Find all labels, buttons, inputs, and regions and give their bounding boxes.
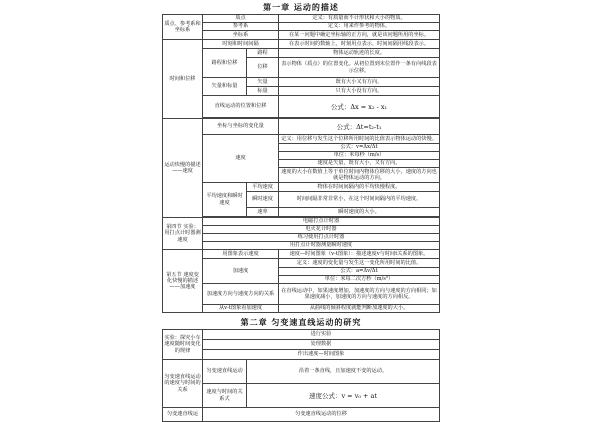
table-row bbox=[163, 31, 440, 40]
table-row bbox=[163, 119, 440, 135]
row-value: 时间间隔非常非常小，在这个时间间隔内的平均速度。 bbox=[279, 192, 440, 208]
row-value: 既有大小又有方向。 bbox=[279, 78, 440, 87]
table-row bbox=[163, 135, 440, 144]
table-row bbox=[163, 259, 440, 268]
section-label: 实验：探究小车速度随时间变化的规律 bbox=[163, 330, 203, 360]
row-value: 单位：米每二次方秒（m/s²） bbox=[279, 276, 440, 284]
row-key: 从v-t图象看加速度 bbox=[203, 305, 279, 313]
row-value: 公式：v=Δx/Δt bbox=[279, 144, 440, 152]
row-key: 标量 bbox=[247, 87, 279, 96]
row-value: 处理数据 bbox=[203, 340, 440, 350]
table-row bbox=[163, 23, 440, 31]
table-row bbox=[163, 305, 440, 313]
group-label: 路程和位移 bbox=[203, 49, 247, 78]
chapter2-title: 第二章 匀变速直线运动的研究 bbox=[240, 317, 362, 327]
formula: 速度公式：v = v₀ + at bbox=[247, 384, 440, 408]
row-key: 加速度 bbox=[203, 259, 279, 284]
table-row bbox=[163, 340, 440, 350]
row-value: 定义：用位移与发生这个位移所用时间的比值表示物体运动的快慢。 bbox=[279, 135, 440, 144]
section-label: 质点、参考系和坐标系 bbox=[163, 15, 203, 40]
table-row bbox=[163, 384, 440, 408]
row-value: 速度的大小在数值上等于单位时间内物体位移的大小，速度的方向也就是物体运动的方向。 bbox=[279, 168, 440, 183]
table-row bbox=[163, 284, 440, 305]
row-value: 从曲线的倾斜程度就能判断加速度的大小。 bbox=[279, 305, 440, 313]
section-label: 第五节 速度变化快慢的描述——加速度 bbox=[163, 250, 203, 313]
row-key: 用图象表示速度 bbox=[203, 250, 279, 259]
row-value: 进行实验 bbox=[203, 330, 440, 340]
row-key: 直线运动的位置和位移 bbox=[203, 96, 279, 118]
row-key: 速率 bbox=[247, 208, 279, 217]
row-value: 表示物体（质点）的位置变化。从初位置到末位置作一条有向线段表示位移。 bbox=[279, 58, 440, 78]
row-key: 坐标系 bbox=[203, 31, 279, 40]
row-value: 电火花计时器 bbox=[203, 226, 440, 234]
row-value: 电磁打点计时器 bbox=[203, 218, 440, 226]
row-key: 矢量 bbox=[247, 78, 279, 87]
section-label: 第四节 实验：用打点计时器测速度 bbox=[163, 218, 203, 250]
section-label: 匀变速直线运 bbox=[163, 408, 203, 422]
row-value: 匀变速直线运动的位移 bbox=[203, 408, 440, 422]
row-key: 路程 bbox=[247, 49, 279, 58]
table-row bbox=[163, 360, 440, 384]
row-key: 质点 bbox=[203, 15, 279, 23]
table-row bbox=[163, 234, 440, 242]
row-value: 瞬时速度的大小。 bbox=[279, 208, 440, 217]
row-key: 速度 bbox=[203, 135, 279, 183]
formula: 公式：Δx = x₂ - x₁ bbox=[279, 96, 440, 118]
table-row bbox=[163, 330, 440, 340]
row-value: 沿着一条直线，且加速度不变的运动。 bbox=[247, 360, 440, 384]
row-value: 在表示时间的数轴上，时刻用点表示，时间间隔用线段表示。 bbox=[279, 40, 440, 49]
row-key: 速度与时间的关系式 bbox=[203, 384, 247, 408]
chapter1-table bbox=[162, 14, 440, 313]
section-label: 时间和位移 bbox=[163, 40, 203, 119]
table-row bbox=[163, 226, 440, 234]
table-row bbox=[163, 183, 440, 192]
chapter1-title: 第一章 运动的描述 bbox=[263, 2, 339, 12]
table-row bbox=[163, 242, 440, 250]
row-key: 匀变速直线运动 bbox=[203, 360, 247, 384]
table-row bbox=[163, 350, 440, 360]
row-value: 在直线运动中，如果速度增加，加速度的方向与速度的方向相同；如果速度减小，加速度的方向与速度的方向相反。 bbox=[279, 284, 440, 305]
row-key: 平均速度 bbox=[247, 183, 279, 192]
table-row bbox=[163, 78, 440, 87]
row-value: 定义：有质量而不计形状和大小的物质。 bbox=[279, 15, 440, 23]
row-key: 参考系 bbox=[203, 23, 279, 31]
row-value: 速度是矢量，既有大小，又有方向。 bbox=[279, 160, 440, 168]
group-label: 平均速度和瞬时速度 bbox=[203, 183, 247, 217]
row-key: 坐标与坐标的变化量 bbox=[203, 119, 279, 135]
section-label: 运动快慢的描述——速度 bbox=[163, 119, 203, 218]
table-row bbox=[163, 49, 440, 58]
study-page bbox=[162, 0, 440, 418]
section-label: 匀变速直线运动的速度与时间的关系 bbox=[163, 360, 203, 408]
row-value: 定义：用来作参考的物体。 bbox=[279, 23, 440, 31]
row-key: 加速度方向与速度方向的关系 bbox=[203, 284, 279, 305]
group-label: 矢量和标量 bbox=[203, 78, 247, 96]
row-value: 公式：a=Δv/Δt bbox=[279, 268, 440, 276]
table-row bbox=[163, 96, 440, 118]
row-value: 速度—时间图象（v-t图象）：描述速度v与时间t关系的图象。 bbox=[279, 250, 440, 259]
table-row bbox=[163, 408, 440, 422]
table-row bbox=[163, 15, 440, 23]
row-value: 单位：米每秒（m/s） bbox=[279, 152, 440, 160]
row-value: 练习使用打点计时器 bbox=[203, 234, 440, 242]
row-key: 时刻和时间间隔 bbox=[203, 40, 279, 49]
row-key: 瞬时速度 bbox=[247, 192, 279, 208]
row-value: 用打点计时器测量瞬时速度 bbox=[203, 242, 440, 250]
table-row bbox=[163, 218, 440, 226]
chapter2-table bbox=[162, 329, 440, 422]
row-value: 物体在时间间隔内的平均快慢程度。 bbox=[279, 183, 440, 192]
row-value: 只有大小没有方向。 bbox=[279, 87, 440, 96]
row-value: 物体运动轨迹的长度。 bbox=[279, 49, 440, 58]
row-value: 定义：速度的变化量与发生这一变化所用时间的比值。 bbox=[279, 259, 440, 268]
table-row bbox=[163, 40, 440, 49]
row-key: 位移 bbox=[247, 58, 279, 78]
row-value: 在某一问题中确定坐标轴的正方向，就是该问题所用的坐标。 bbox=[279, 31, 440, 40]
row-value: 作出速度—时间图象 bbox=[203, 350, 440, 360]
formula: 公式：Δt=t₂-t₁ bbox=[279, 119, 440, 135]
table-row bbox=[163, 250, 440, 259]
